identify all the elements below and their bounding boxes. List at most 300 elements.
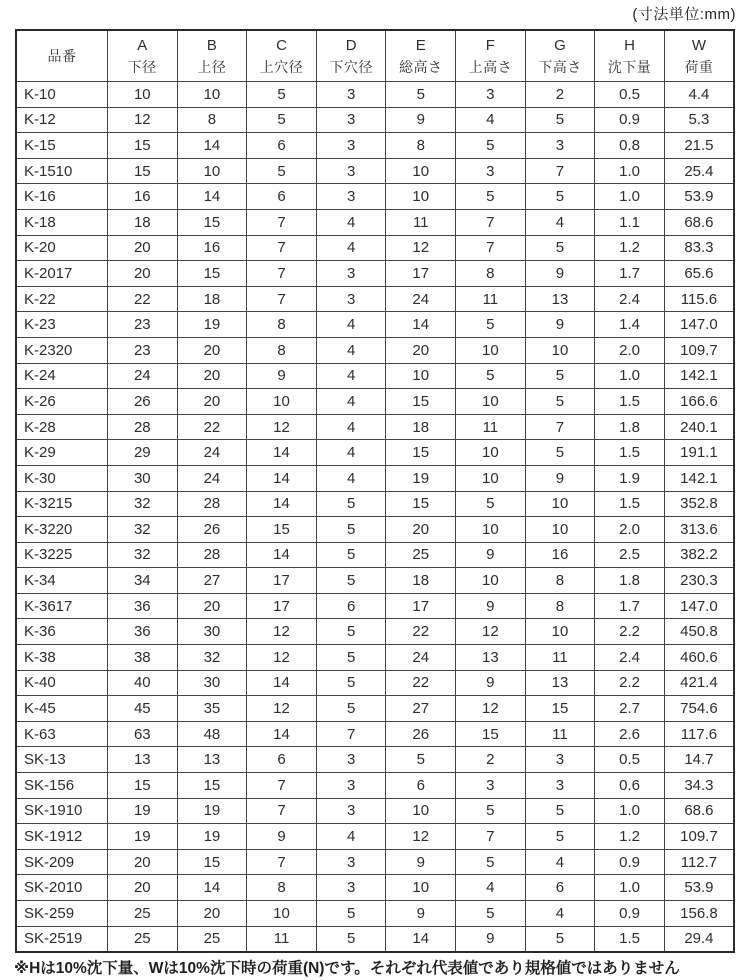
column-label: 上径	[197, 59, 227, 76]
value-cell: 7	[247, 773, 317, 799]
value-cell: 10	[386, 158, 456, 184]
value-cell: 8	[247, 875, 317, 901]
product-code-cell: K-29	[16, 440, 108, 466]
value-cell: 4	[525, 849, 595, 875]
value-cell: 5	[316, 517, 386, 543]
column-label: 下穴径	[329, 59, 373, 76]
value-cell: 25	[108, 901, 178, 927]
table-row	[16, 773, 734, 799]
value-cell: 10	[247, 901, 317, 927]
value-cell: 1.5	[595, 926, 665, 952]
value-cell: 10	[247, 389, 317, 415]
value-cell: 30	[177, 619, 247, 645]
value-cell: 5	[247, 82, 317, 108]
table-row	[16, 286, 734, 312]
table-row	[16, 312, 734, 338]
value-cell: 4	[316, 312, 386, 338]
table-row	[16, 593, 734, 619]
value-cell: 53.9	[664, 184, 734, 210]
value-cell: 12	[247, 414, 317, 440]
value-cell: 18	[386, 414, 456, 440]
value-cell: 15	[177, 261, 247, 287]
product-code-cell: K-3225	[16, 542, 108, 568]
value-cell: 4	[316, 363, 386, 389]
column-label: 総高さ	[398, 59, 443, 76]
value-cell: 25	[108, 926, 178, 952]
value-cell: 14	[386, 926, 456, 952]
value-cell: 23	[108, 312, 178, 338]
value-cell: 9	[247, 824, 317, 850]
value-cell: 5	[456, 849, 526, 875]
value-cell: 1.7	[595, 261, 665, 287]
value-cell: 3	[316, 82, 386, 108]
value-cell: 11	[386, 209, 456, 235]
product-code-cell: K-10	[16, 82, 108, 108]
value-cell: 10	[108, 82, 178, 108]
value-cell: 14	[247, 721, 317, 747]
value-cell: 9	[525, 312, 595, 338]
value-cell: 117.6	[664, 721, 734, 747]
value-cell: 15	[525, 696, 595, 722]
value-cell: 20	[177, 593, 247, 619]
value-cell: 6	[525, 875, 595, 901]
value-cell: 5.3	[664, 107, 734, 133]
value-cell: 0.9	[595, 107, 665, 133]
column-header-H	[595, 30, 665, 82]
value-cell: 2	[456, 747, 526, 773]
value-cell: 34.3	[664, 773, 734, 799]
value-cell: 12	[386, 824, 456, 850]
value-cell: 24	[386, 645, 456, 671]
value-cell: 15	[108, 773, 178, 799]
value-cell: 25	[177, 926, 247, 952]
value-cell: 23	[108, 337, 178, 363]
value-cell: 3	[316, 107, 386, 133]
value-cell: 3	[316, 773, 386, 799]
value-cell: 9	[386, 849, 456, 875]
product-code-cell: K-3215	[16, 491, 108, 517]
column-letter: E	[415, 37, 426, 55]
value-cell: 1.0	[595, 363, 665, 389]
value-cell: 20	[177, 389, 247, 415]
value-cell: 22	[108, 286, 178, 312]
value-cell: 4	[316, 235, 386, 261]
value-cell: 5	[316, 901, 386, 927]
value-cell: 20	[177, 337, 247, 363]
column-letter: D	[345, 37, 357, 55]
value-cell: 30	[108, 465, 178, 491]
table-row	[16, 747, 734, 773]
value-cell: 156.8	[664, 901, 734, 927]
value-cell: 1.0	[595, 798, 665, 824]
value-cell: 10	[456, 568, 526, 594]
column-letter: A	[137, 37, 148, 55]
value-cell: 9	[456, 542, 526, 568]
product-code-cell: K-12	[16, 107, 108, 133]
value-cell: 14.7	[664, 747, 734, 773]
column-header-E	[386, 30, 456, 82]
product-code-cell: K-18	[16, 209, 108, 235]
value-cell: 10	[456, 440, 526, 466]
column-letter: F	[485, 37, 495, 55]
product-code-cell: SK-209	[16, 849, 108, 875]
value-cell: 8	[386, 133, 456, 159]
column-header-G	[525, 30, 595, 82]
value-cell: 19	[386, 465, 456, 491]
value-cell: 3	[456, 82, 526, 108]
value-cell: 5	[456, 363, 526, 389]
value-cell: 142.1	[664, 465, 734, 491]
value-cell: 421.4	[664, 670, 734, 696]
value-cell: 5	[386, 82, 456, 108]
value-cell: 12	[247, 696, 317, 722]
value-cell: 18	[177, 286, 247, 312]
value-cell: 53.9	[664, 875, 734, 901]
value-cell: 4	[456, 875, 526, 901]
value-cell: 26	[177, 517, 247, 543]
value-cell: 14	[386, 312, 456, 338]
column-letter: W	[691, 37, 707, 55]
value-cell: 7	[247, 849, 317, 875]
value-cell: 10	[386, 363, 456, 389]
value-cell: 352.8	[664, 491, 734, 517]
value-cell: 2.2	[595, 670, 665, 696]
column-label: 上穴径	[259, 59, 304, 76]
table-row	[16, 721, 734, 747]
product-code-cell: K-3220	[16, 517, 108, 543]
value-cell: 32	[108, 517, 178, 543]
table-row	[16, 82, 734, 108]
value-cell: 2.5	[595, 542, 665, 568]
value-cell: 1.5	[595, 440, 665, 466]
value-cell: 4	[525, 209, 595, 235]
value-cell: 240.1	[664, 414, 734, 440]
table-row	[16, 389, 734, 415]
value-cell: 20	[386, 337, 456, 363]
column-header-part-number	[16, 30, 108, 82]
value-cell: 83.3	[664, 235, 734, 261]
value-cell: 22	[177, 414, 247, 440]
value-cell: 68.6	[664, 209, 734, 235]
table-row	[16, 901, 734, 927]
value-cell: 109.7	[664, 337, 734, 363]
value-cell: 12	[456, 696, 526, 722]
value-cell: 3	[525, 747, 595, 773]
product-code-cell: K-63	[16, 721, 108, 747]
value-cell: 9	[456, 593, 526, 619]
value-cell: 12	[386, 235, 456, 261]
value-cell: 10	[456, 337, 526, 363]
value-cell: 13	[525, 286, 595, 312]
value-cell: 20	[108, 849, 178, 875]
value-cell: 24	[177, 440, 247, 466]
product-code-cell: K-45	[16, 696, 108, 722]
value-cell: 17	[247, 593, 317, 619]
value-cell: 0.5	[595, 747, 665, 773]
value-cell: 5	[525, 824, 595, 850]
value-cell: 17	[386, 261, 456, 287]
product-code-cell: K-3617	[16, 593, 108, 619]
table-row	[16, 337, 734, 363]
value-cell: 15	[456, 721, 526, 747]
column-header-B	[177, 30, 247, 82]
value-cell: 9	[247, 363, 317, 389]
product-code-cell: K-16	[16, 184, 108, 210]
value-cell: 5	[456, 491, 526, 517]
value-cell: 1.0	[595, 158, 665, 184]
value-cell: 5	[316, 568, 386, 594]
value-cell: 7	[247, 209, 317, 235]
value-cell: 2.7	[595, 696, 665, 722]
value-cell: 19	[177, 798, 247, 824]
value-cell: 1.7	[595, 593, 665, 619]
table-row	[16, 235, 734, 261]
column-label: 荷重	[684, 59, 714, 76]
table-row	[16, 517, 734, 543]
value-cell: 14	[247, 670, 317, 696]
product-code-cell: SK-13	[16, 747, 108, 773]
value-cell: 14	[177, 133, 247, 159]
value-cell: 13	[456, 645, 526, 671]
table-body	[16, 82, 734, 953]
value-cell: 14	[247, 465, 317, 491]
value-cell: 7	[525, 158, 595, 184]
value-cell: 3	[316, 133, 386, 159]
product-code-cell: K-1510	[16, 158, 108, 184]
product-code-cell: SK-259	[16, 901, 108, 927]
value-cell: 3	[316, 849, 386, 875]
value-cell: 5	[456, 133, 526, 159]
value-cell: 1.8	[595, 568, 665, 594]
value-cell: 5	[316, 645, 386, 671]
table-row	[16, 209, 734, 235]
column-label: 上高さ	[468, 59, 513, 76]
value-cell: 112.7	[664, 849, 734, 875]
table-row	[16, 619, 734, 645]
value-cell: 7	[456, 235, 526, 261]
value-cell: 9	[456, 926, 526, 952]
value-cell: 2.4	[595, 286, 665, 312]
value-cell: 5	[456, 798, 526, 824]
value-cell: 14	[247, 440, 317, 466]
product-code-cell: K-26	[16, 389, 108, 415]
value-cell: 5	[525, 184, 595, 210]
value-cell: 19	[177, 312, 247, 338]
value-cell: 26	[386, 721, 456, 747]
value-cell: 11	[247, 926, 317, 952]
product-code-cell: K-36	[16, 619, 108, 645]
value-cell: 1.2	[595, 235, 665, 261]
value-cell: 8	[247, 337, 317, 363]
value-cell: 1.1	[595, 209, 665, 235]
product-code-cell: K-24	[16, 363, 108, 389]
table-row	[16, 440, 734, 466]
value-cell: 48	[177, 721, 247, 747]
product-code-cell: SK-1910	[16, 798, 108, 824]
value-cell: 29.4	[664, 926, 734, 952]
value-cell: 6	[247, 747, 317, 773]
value-cell: 7	[247, 261, 317, 287]
value-cell: 12	[108, 107, 178, 133]
value-cell: 3	[316, 158, 386, 184]
value-cell: 9	[525, 465, 595, 491]
value-cell: 2.4	[595, 645, 665, 671]
value-cell: 15	[386, 440, 456, 466]
value-cell: 3	[316, 261, 386, 287]
value-cell: 22	[386, 619, 456, 645]
value-cell: 15	[386, 491, 456, 517]
value-cell: 5	[247, 158, 317, 184]
value-cell: 19	[108, 798, 178, 824]
value-cell: 1.8	[595, 414, 665, 440]
value-cell: 3	[456, 773, 526, 799]
value-cell: 2.2	[595, 619, 665, 645]
product-spec-table	[15, 29, 735, 953]
column-header-C	[247, 30, 317, 82]
value-cell: 4.4	[664, 82, 734, 108]
table-row	[16, 184, 734, 210]
value-cell: 34	[108, 568, 178, 594]
table-row	[16, 568, 734, 594]
value-cell: 0.6	[595, 773, 665, 799]
value-cell: 16	[525, 542, 595, 568]
value-cell: 28	[177, 491, 247, 517]
value-cell: 11	[525, 721, 595, 747]
column-label: 下高さ	[538, 59, 582, 76]
value-cell: 45	[108, 696, 178, 722]
value-cell: 4	[316, 209, 386, 235]
value-cell: 147.0	[664, 312, 734, 338]
value-cell: 15	[177, 773, 247, 799]
product-code-cell: K-30	[16, 465, 108, 491]
value-cell: 0.9	[595, 901, 665, 927]
table-row	[16, 696, 734, 722]
value-cell: 29	[108, 440, 178, 466]
value-cell: 3	[316, 798, 386, 824]
value-cell: 20	[177, 901, 247, 927]
value-cell: 10	[386, 798, 456, 824]
value-cell: 4	[316, 824, 386, 850]
column-letter: G	[554, 37, 566, 55]
value-cell: 1.2	[595, 824, 665, 850]
value-cell: 6	[247, 133, 317, 159]
value-cell: 15	[108, 158, 178, 184]
product-code-cell: SK-1912	[16, 824, 108, 850]
value-cell: 147.0	[664, 593, 734, 619]
value-cell: 16	[108, 184, 178, 210]
value-cell: 21.5	[664, 133, 734, 159]
value-cell: 1.0	[595, 184, 665, 210]
value-cell: 5	[525, 363, 595, 389]
table-row	[16, 926, 734, 952]
value-cell: 5	[456, 184, 526, 210]
value-cell: 15	[177, 209, 247, 235]
value-cell: 30	[177, 670, 247, 696]
product-code-cell: K-40	[16, 670, 108, 696]
value-cell: 1.9	[595, 465, 665, 491]
value-cell: 450.8	[664, 619, 734, 645]
value-cell: 14	[177, 875, 247, 901]
value-cell: 14	[177, 184, 247, 210]
value-cell: 115.6	[664, 286, 734, 312]
dimension-unit-label: (寸法単位:mm)	[632, 6, 736, 23]
table-row	[16, 133, 734, 159]
column-letter: C	[276, 37, 287, 55]
value-cell: 68.6	[664, 798, 734, 824]
value-cell: 1.0	[595, 875, 665, 901]
value-cell: 191.1	[664, 440, 734, 466]
value-cell: 10	[456, 389, 526, 415]
value-cell: 9	[525, 261, 595, 287]
product-code-cell: K-2017	[16, 261, 108, 287]
value-cell: 382.2	[664, 542, 734, 568]
value-cell: 27	[177, 568, 247, 594]
table-row	[16, 465, 734, 491]
value-cell: 5	[456, 312, 526, 338]
value-cell: 7	[456, 824, 526, 850]
value-cell: 10	[525, 337, 595, 363]
table-row	[16, 645, 734, 671]
value-cell: 5	[525, 389, 595, 415]
value-cell: 10	[177, 158, 247, 184]
value-cell: 11	[525, 645, 595, 671]
value-cell: 27	[386, 696, 456, 722]
value-cell: 8	[525, 593, 595, 619]
value-cell: 20	[108, 875, 178, 901]
value-cell: 9	[386, 107, 456, 133]
table-row	[16, 824, 734, 850]
column-label: 沈下量	[607, 59, 652, 76]
value-cell: 12	[247, 645, 317, 671]
product-code-cell: K-2320	[16, 337, 108, 363]
value-cell: 3	[456, 158, 526, 184]
value-cell: 2.6	[595, 721, 665, 747]
value-cell: 12	[247, 619, 317, 645]
value-cell: 4	[316, 337, 386, 363]
value-cell: 754.6	[664, 696, 734, 722]
value-cell: 7	[247, 235, 317, 261]
value-cell: 5	[316, 696, 386, 722]
value-cell: 36	[108, 593, 178, 619]
value-cell: 20	[108, 235, 178, 261]
value-cell: 17	[247, 568, 317, 594]
value-cell: 7	[316, 721, 386, 747]
value-cell: 5	[525, 235, 595, 261]
value-cell: 0.8	[595, 133, 665, 159]
value-cell: 24	[386, 286, 456, 312]
value-cell: 18	[108, 209, 178, 235]
product-code-cell: SK-156	[16, 773, 108, 799]
table-row	[16, 363, 734, 389]
table-row	[16, 875, 734, 901]
value-cell: 8	[456, 261, 526, 287]
value-cell: 14	[247, 542, 317, 568]
column-letter: B	[206, 37, 217, 55]
table-row	[16, 542, 734, 568]
value-cell: 7	[525, 414, 595, 440]
value-cell: 5	[456, 901, 526, 927]
value-cell: 313.6	[664, 517, 734, 543]
value-cell: 10	[525, 619, 595, 645]
value-cell: 10	[456, 517, 526, 543]
value-cell: 16	[177, 235, 247, 261]
column-header-D	[316, 30, 386, 82]
table-row	[16, 261, 734, 287]
value-cell: 25	[386, 542, 456, 568]
value-cell: 5	[525, 798, 595, 824]
value-cell: 142.1	[664, 363, 734, 389]
column-header-A	[108, 30, 178, 82]
